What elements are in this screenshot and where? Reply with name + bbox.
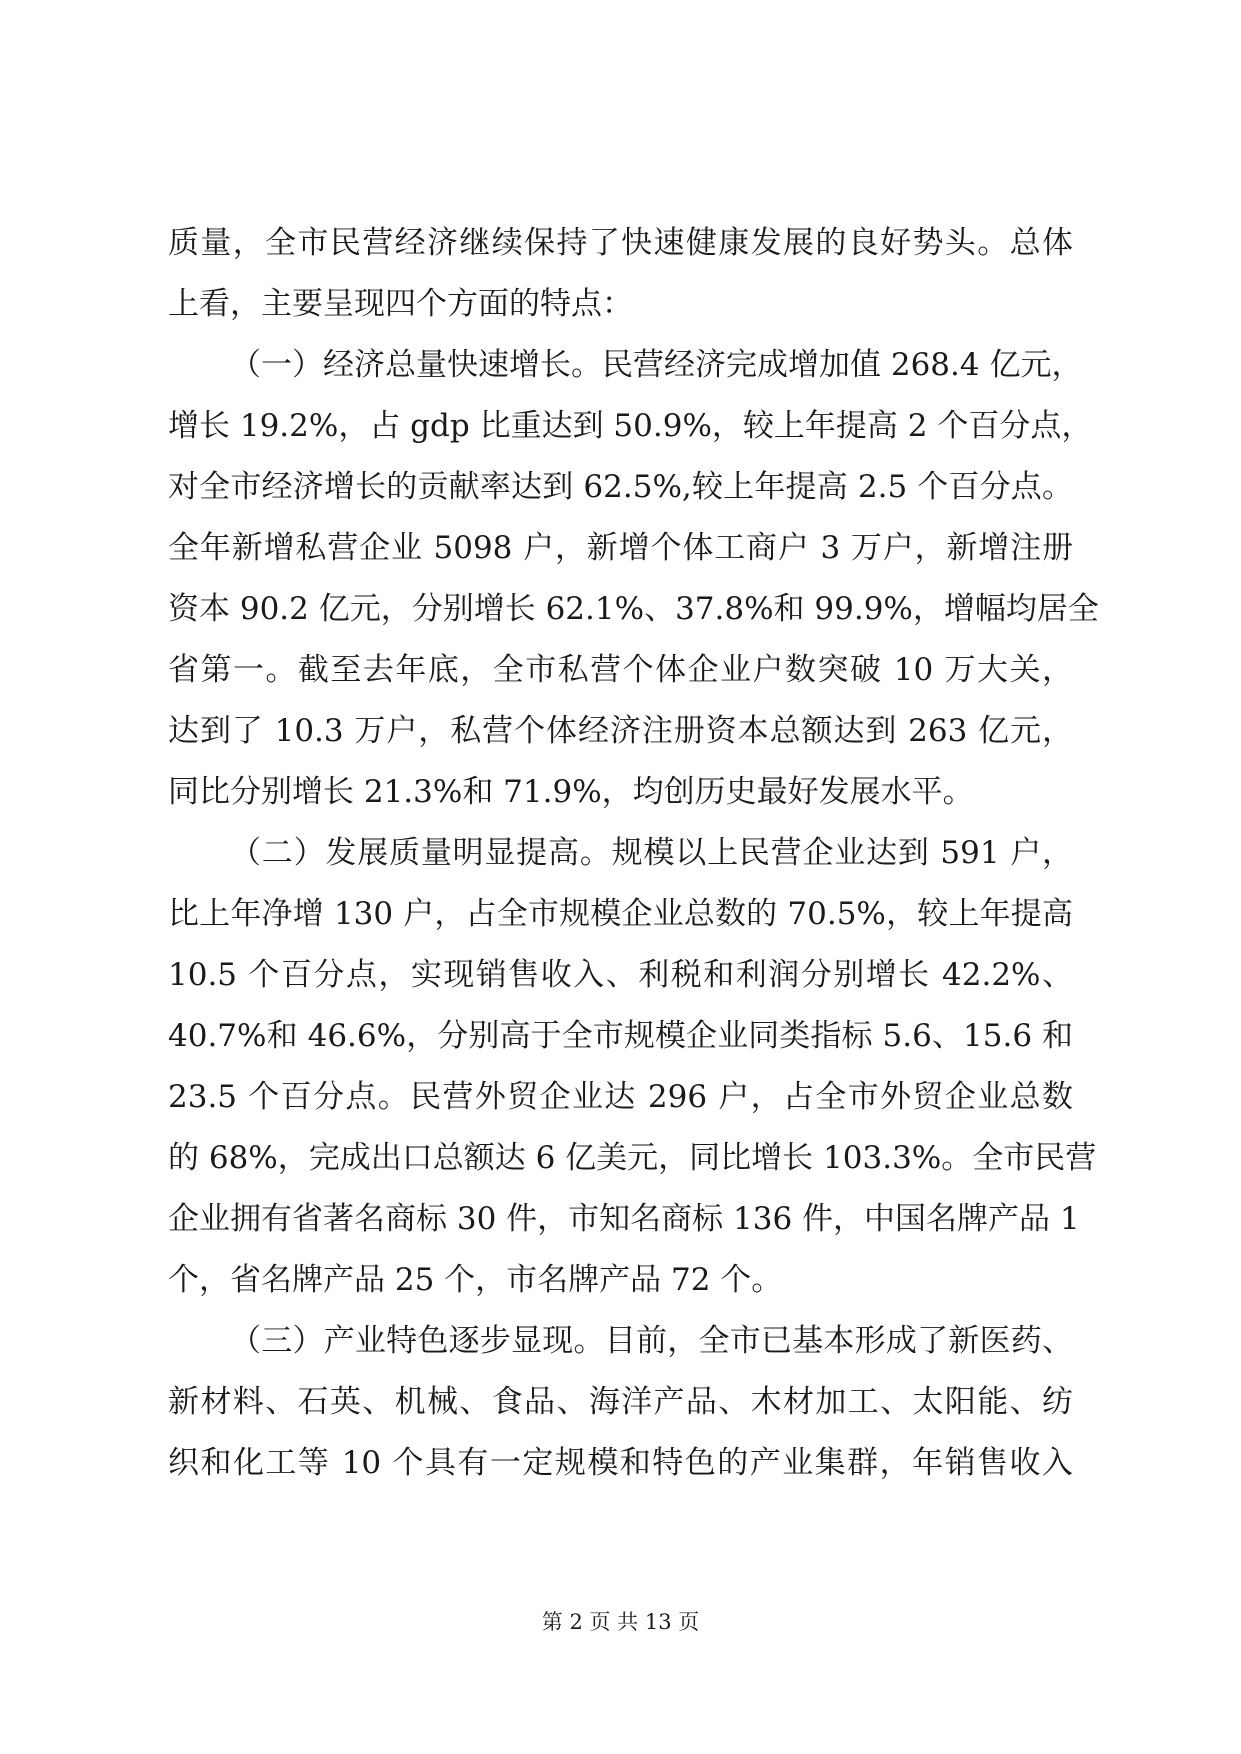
- text-line: 质量，全市民营经济继续保持了快速健康发展的良好势头。总体: [168, 225, 1073, 261]
- text-line: 增长 19.2%，占 gdp 比重达到 50.9%，较上年提高 2 个百分点，: [168, 408, 1093, 444]
- text-line: 织和化工等 10 个具有一定规模和特色的产业集群，年销售收入: [168, 1445, 1073, 1481]
- text-line: 10.5 个百分点，实现销售收入、利税和利润分别增长 42.2%、: [168, 957, 1073, 993]
- text-line: 个，省名牌产品 25 个，市名牌产品 72 个。: [168, 1262, 783, 1298]
- text-line: 比上年净增 130 户，占全市规模企业总数的 70.5%，较上年提高: [168, 896, 1073, 932]
- section-heading-line: （三）产业特色逐步显现。目前，全市已基本形成了新医药、: [230, 1323, 1073, 1359]
- text-line: 新材料、石英、机械、食品、海洋产品、木材加工、太阳能、纺: [168, 1384, 1073, 1420]
- text-line: 企业拥有省著名商标 30 件，市知名商标 136 件，中国名牌产品 1: [168, 1201, 1080, 1237]
- text-line: 省第一。截至去年底，全市私营个体企业户数突破 10 万大关，: [168, 652, 1073, 688]
- text-line: 的 68%，完成出口总额达 6 亿美元，同比增长 103.3%。全市民营: [168, 1140, 1097, 1176]
- text-line: 同比分别增长 21.3%和 71.9%，均创历史最好发展水平。: [168, 774, 974, 810]
- text-line: 23.5 个百分点。民营外贸企业达 296 户，占全市外贸企业总数: [168, 1079, 1073, 1115]
- section-heading-line: （一）经济总量快速增长。民营经济完成增加值 268.4 亿元，: [230, 347, 1083, 383]
- section-heading-line: （二）发展质量明显提高。规模以上民营企业达到 591 户，: [230, 835, 1073, 871]
- text-line: 上看，主要呈现四个方面的特点：: [168, 286, 633, 322]
- text-line: 资本 90.2 亿元，分别增长 62.1%、37.8%和 99.9%，增幅均居全: [168, 591, 1099, 627]
- text-line: 40.7%和 46.6%，分别高于全市规模企业同类指标 5.6、15.6 和: [168, 1018, 1073, 1054]
- text-line: 对全市经济增长的贡献率达到 62.5%,较上年提高 2.5 个百分点。: [168, 469, 1073, 505]
- text-line: 达到了 10.3 万户，私营个体经济注册资本总额达到 263 亿元，: [168, 713, 1073, 749]
- text-line: 全年新增私营企业 5098 户，新增个体工商户 3 万户，新增注册: [168, 530, 1073, 566]
- page-number-footer: 第 2 页 共 13 页: [541, 1610, 700, 1634]
